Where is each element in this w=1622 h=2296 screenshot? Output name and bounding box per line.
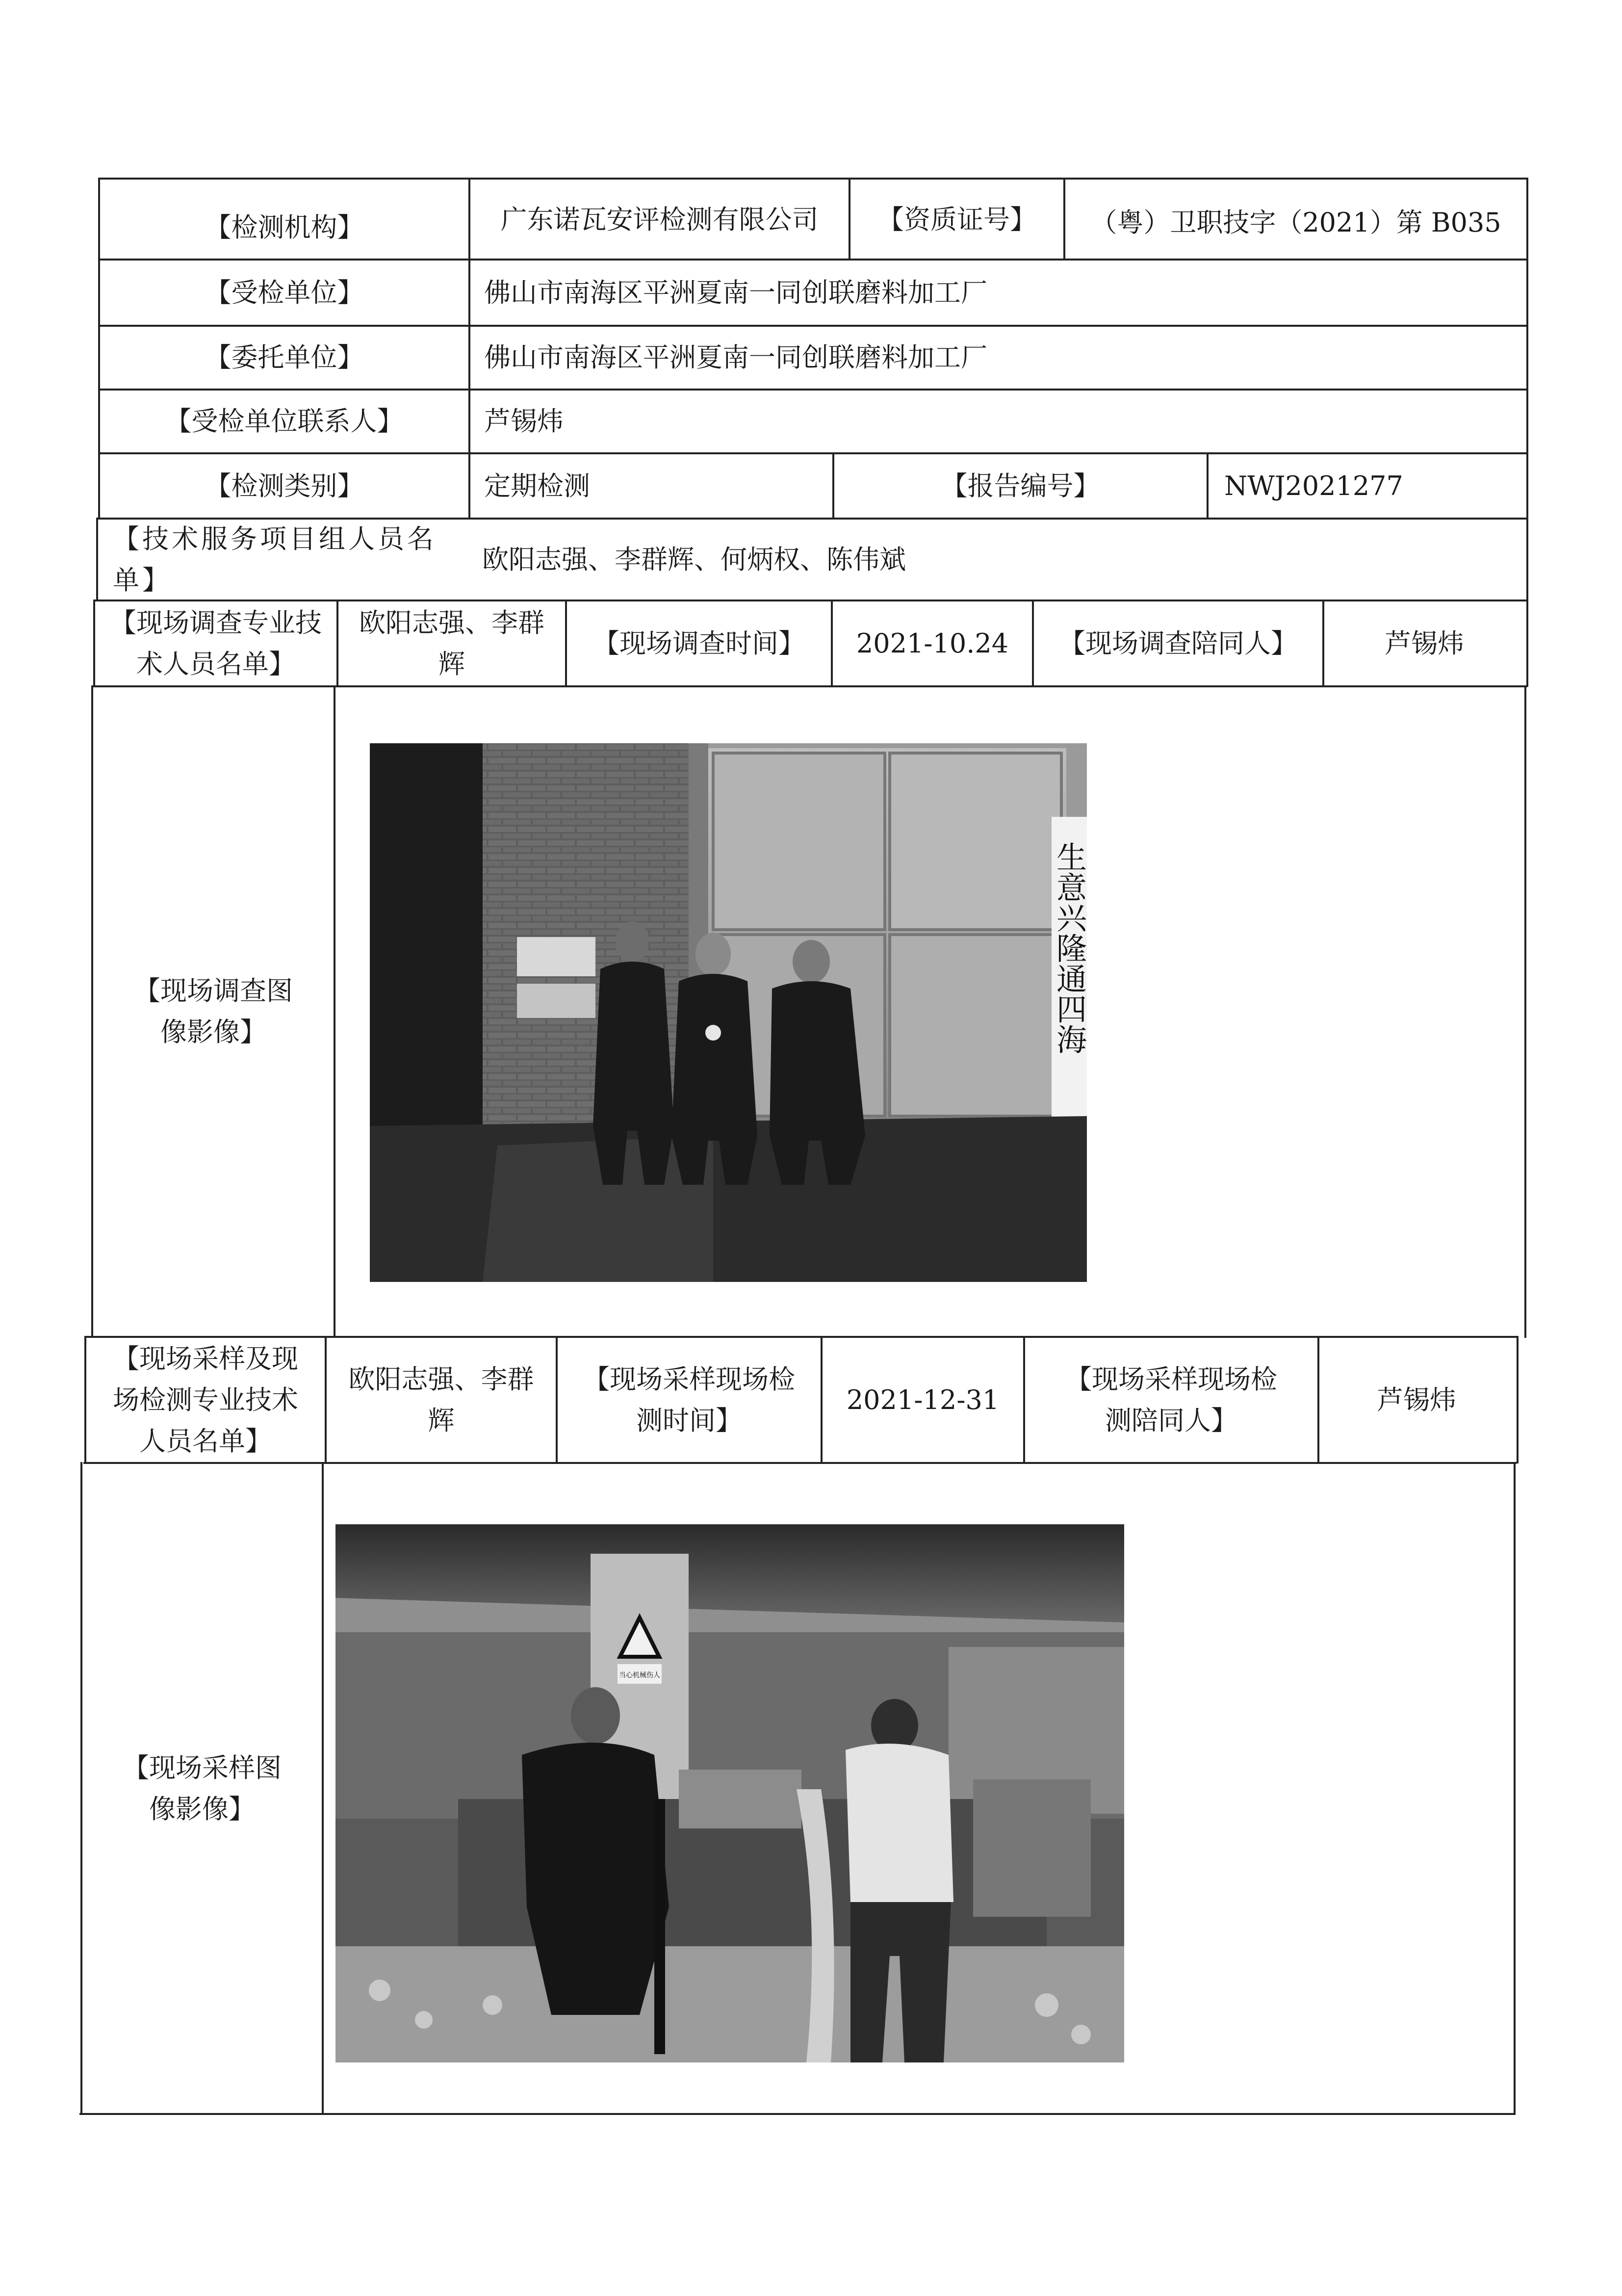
value-cert-no: （粤）卫职技字（2021）第 B035	[1090, 207, 1501, 238]
label-survey-staff: 【现场调查专业技术人员名单】	[110, 607, 322, 679]
value-sampling-time: 2021-12-31	[846, 1384, 1000, 1415]
label-sampling-companion: 【现场采样现场检测陪同人】	[1065, 1363, 1277, 1436]
label-test-type: 【检测类别】	[205, 470, 364, 501]
value-sampling-companion: 芦锡炜	[1377, 1384, 1456, 1415]
value-sampling-staff: 欧阳志强、李群辉	[348, 1363, 534, 1436]
label-survey-companion: 【现场调查陪同人】	[1059, 627, 1297, 659]
label-team-members: 【技术服务项目组人员名单】	[113, 523, 437, 596]
value-survey-staff: 欧阳志强、李群辉	[359, 607, 544, 679]
survey-banner-text: 生意兴隆通四海	[1051, 841, 1087, 1054]
label-client-unit: 【委托单位】	[205, 342, 364, 373]
label-cert-no: 【资质证号】	[877, 204, 1036, 235]
value-survey-companion: 芦锡炜	[1385, 627, 1464, 659]
value-team-members: 欧阳志强、李群辉、何炳权、陈伟斌	[482, 544, 906, 575]
sampling-photo	[335, 1524, 1124, 2062]
value-report-no: NWJ2021277	[1224, 470, 1403, 501]
label-report-no: 【报告编号】	[941, 470, 1100, 501]
value-client-unit: 佛山市南海区平洲夏南一同创联磨料加工厂	[484, 342, 987, 373]
label-contact-person: 【受检单位联系人】	[165, 406, 404, 437]
label-inspected-unit: 【受检单位】	[205, 277, 364, 308]
value-inspected-unit: 佛山市南海区平洲夏南一同创联磨料加工厂	[484, 277, 987, 308]
value-contact-person: 芦锡炜	[484, 406, 564, 437]
label-testing-org: 【检测机构】	[205, 211, 364, 243]
label-sampling-photo: 【现场采样图像影像】	[123, 1752, 282, 1825]
value-test-type: 定期检测	[484, 470, 590, 501]
value-testing-org: 广东诺瓦安评检测有限公司	[500, 204, 819, 235]
label-sampling-staff: 【现场采样及现场检测专业技术人员名单】	[113, 1343, 298, 1457]
value-survey-time: 2021-10.24	[856, 627, 1009, 659]
label-survey-photo: 【现场调查图像影像】	[134, 975, 293, 1047]
survey-photo	[370, 743, 1087, 1282]
sampling-warning-text: 当心机械伤人	[619, 1671, 660, 1679]
label-survey-time: 【现场调查时间】	[593, 627, 805, 659]
label-sampling-time: 【现场采样现场检测时间】	[583, 1363, 795, 1436]
